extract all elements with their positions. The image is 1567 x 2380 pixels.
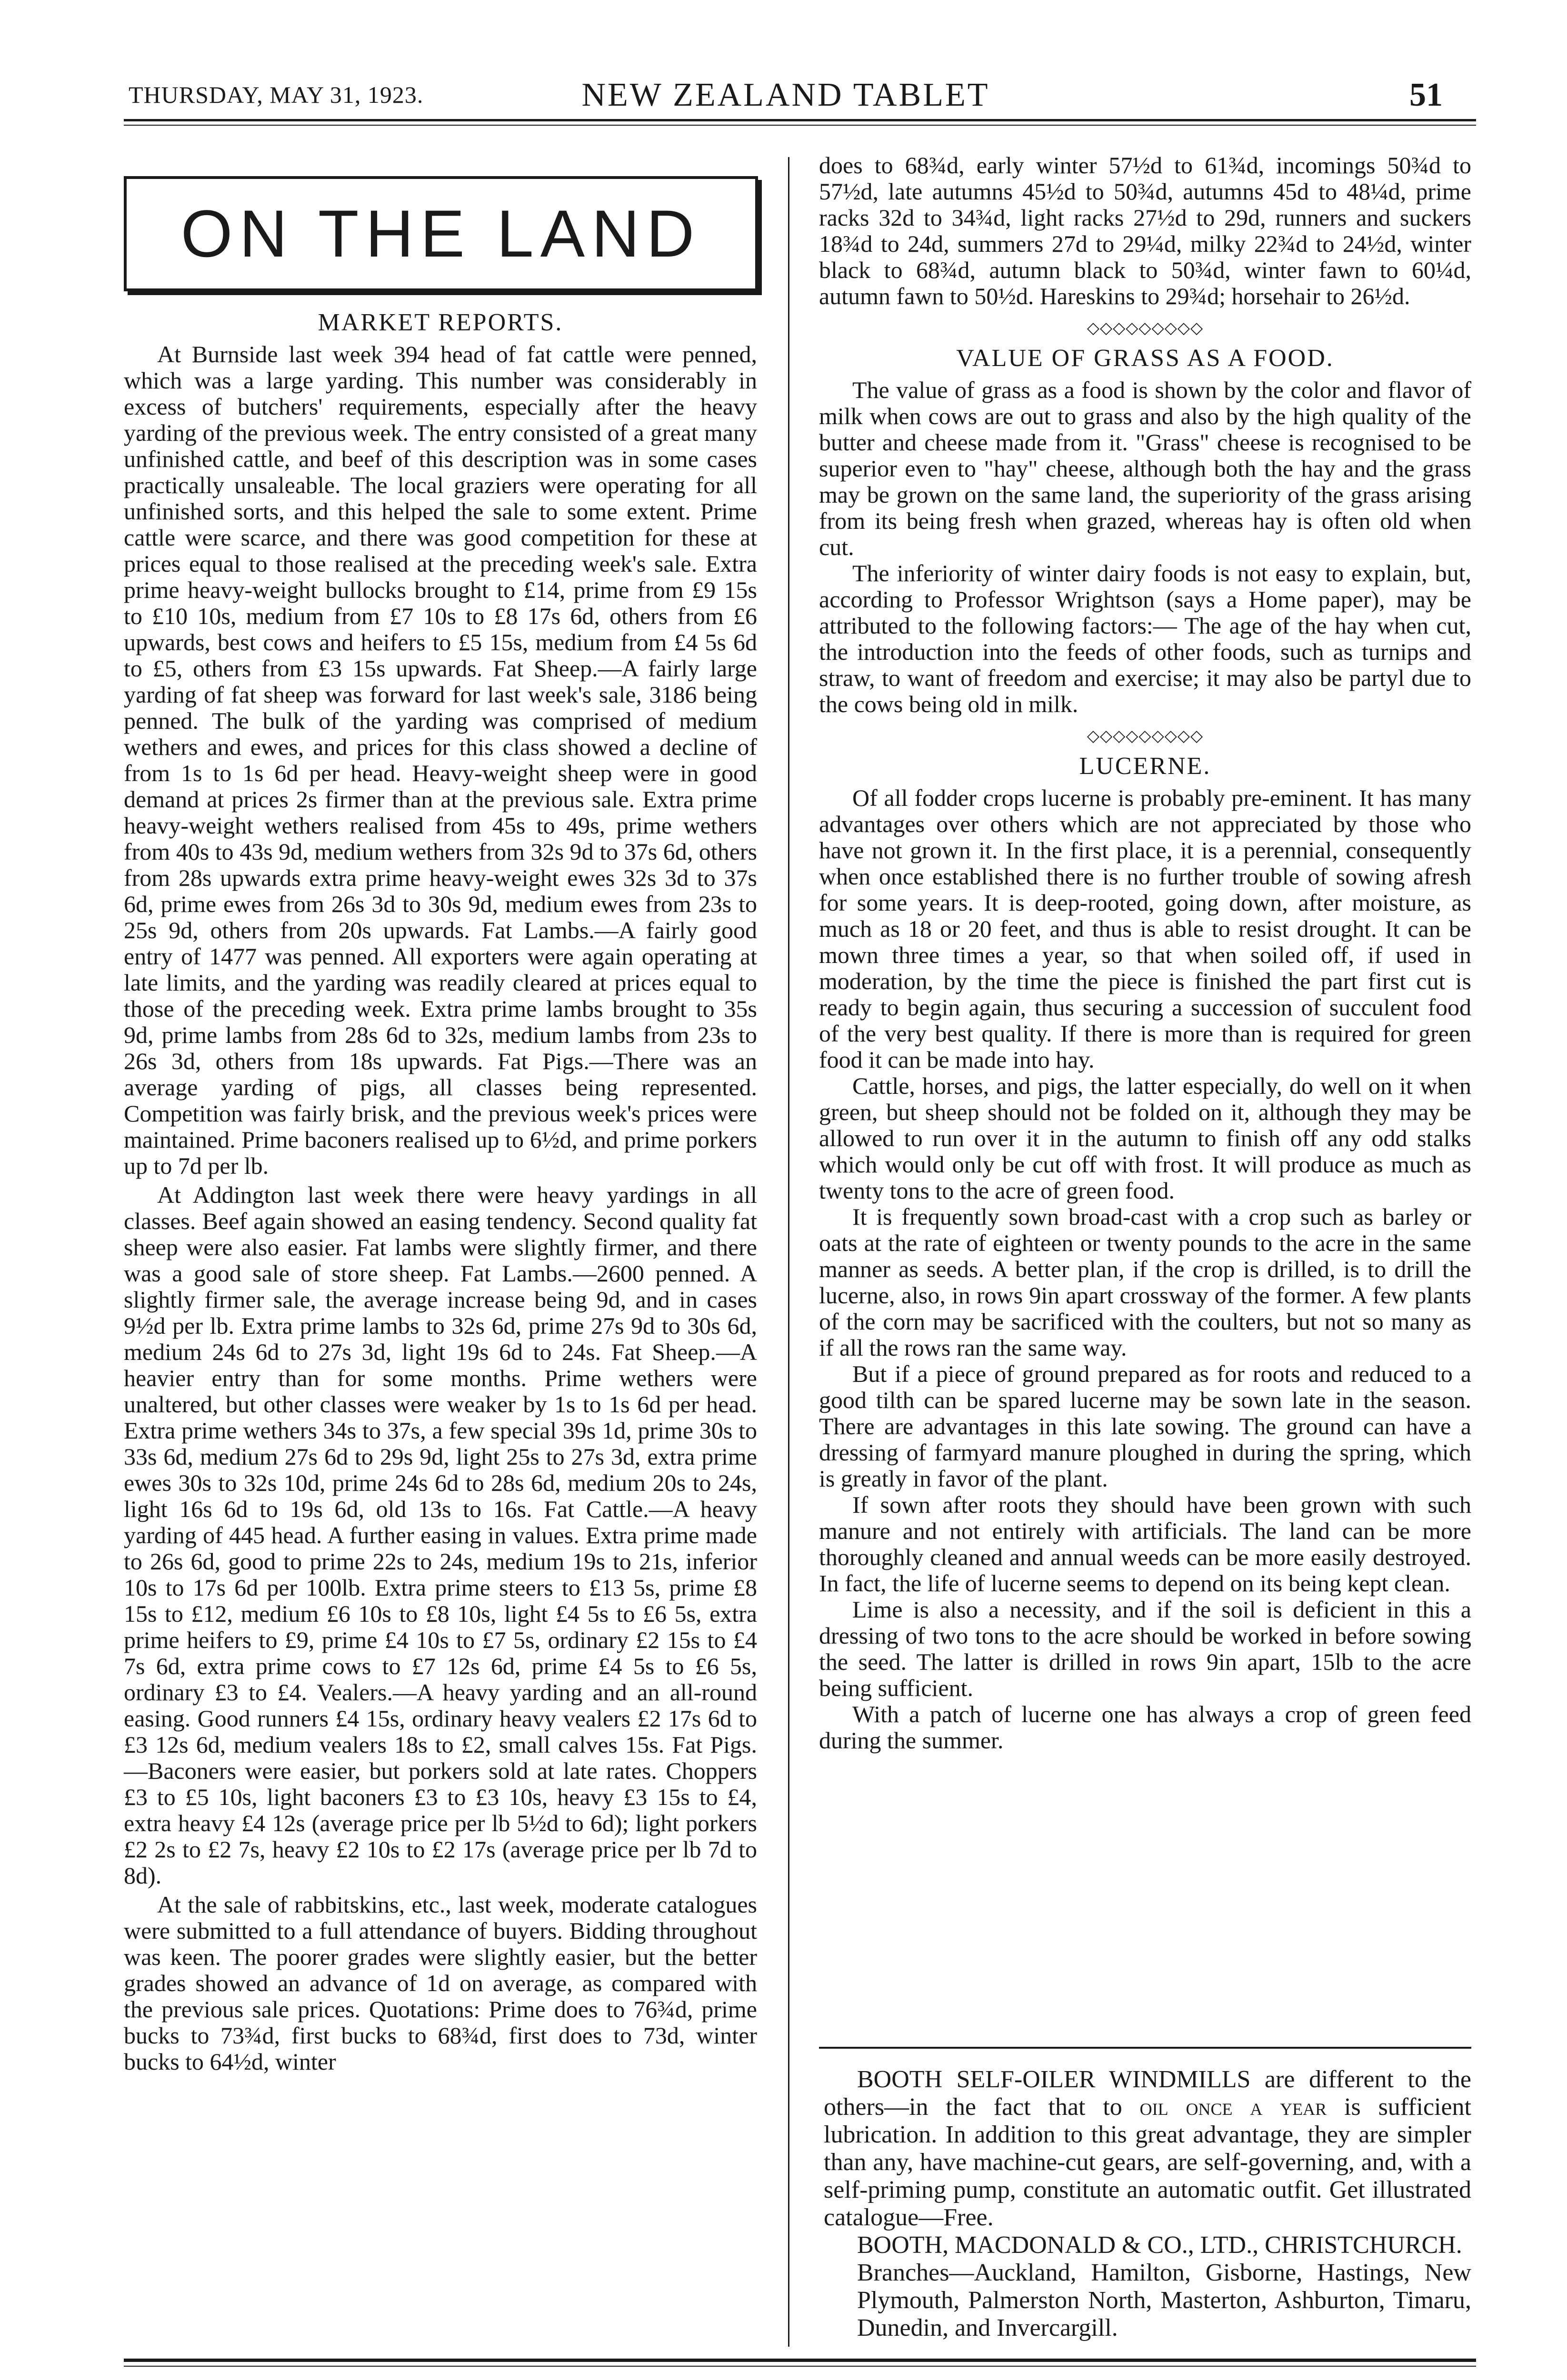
farmacy-advertisement	[124, 2375, 1476, 2380]
ad-rule	[819, 2047, 1471, 2049]
right-column	[819, 152, 1471, 1754]
section-title: ON THE LAND	[180, 196, 701, 271]
grass-paragraph: The value of grass as a food is shown by the color and flavor of milk when cows are out to grass and also by the high quality of the butter and cheese made from it. "Grass" cheese is recognised to be superior even to "hay" cheese, although both the hay and the grass may be grown on the same land, the superiority of the grass arising from its being fresh when grazed, whereas hay is often old when cut.	[819, 377, 1471, 560]
lucerne-paragraph: Lime is also a necessity, and if the soil is deficient in this a dressing of two tons to the acre should be worked in before sowing the seed. The latter is drilled in rows 9in apart, 15lb to the acre being sufficient.	[819, 1596, 1471, 1701]
burnside-paragraph: At Burnside last week 394 head of fat cattle were penned, which was a large yarding. This number was considerably in excess of butchers' requirements, especially after the heavy yarding of the previous week. The entry consisted of a great many unfinished cattle, and beef of this description was in some cases practically unsaleable. The local graziers were operating for all unfinished sorts, and this helped the sale to some extent. Prime cattle were scarce, and there was good competition for these at prices equal to those realised at the preceding week's sale. Extra prime heavy-weight bullocks brought to £14, prime from £9 15s to £10 10s, medium from £7 10s to £8 17s 6d, others from £6 upwards, best cows and heifers to £5 15s, medium from £4 5s 6d to £5, others from £3 15s upwards. Fat Sheep.—A fairly large yarding of fat sheep was forward for last week's sale, 3186 being penned. The bulk of the yarding was comprised of medium wethers and ewes, and prices for this class showed a decline of from 1s to 1s 6d per head. Heavy-weight sheep were in good demand at prices 2s firmer than at the previous sale. Extra prime heavy-weight wethers realised from 45s to 49s, prime wethers from 40s to 43s 9d, medium wethers from 32s 9d to 37s 6d, others from 28s upwards extra prime heavy-weight ewes 32s 3d to 37s 6d, prime ewes from 26s 3d to 30s 9d, medium ewes from 23s to 25s 9d, others from 20s upwards. Fat Lambs.—A fairly good entry of 1477 was penned. All exporters were again operating at late limits, and the yarding was readily cleared at prices equal to those of the preceding week. Extra prime lambs brought to 35s 9d, prime lambs from 28s 6d to 32s, medium lambs from 23s to 26s 3d, others from 18s upwards. Fat Pigs.—There was an average yarding of pigs, all classes being represented. Competition was fairly brisk, and the previous week's prices were maintained. Prime baconers realised up to 6½d, and prime porkers up to 7d per lb.	[124, 341, 757, 1179]
bottom-ad-rule-thin	[124, 2366, 1476, 2367]
bottom-ad-rule	[124, 2359, 1476, 2362]
left-column	[124, 309, 757, 2075]
section-title-box	[124, 176, 758, 291]
issue-date: THURSDAY, MAY 31, 1923.	[129, 81, 424, 108]
lucerne-paragraph: Cattle, horses, and pigs, the latter especially, do well on it when green, but sheep should not be folded on it, although they may be allowed to run over it in the autumn to finish off any odd stalks which would only be cut off with frost. It will produce as much as twenty tons to the acre of green food.	[819, 1072, 1471, 1204]
publication-title: NEW ZEALAND TABLET	[581, 77, 990, 113]
rabbitskins-continuation: does to 68¾d, early winter 57½d to 61¾d, incomings 50¾d to 57½d, late autumns 45½d to 50¾d, autumns 45d to 48¼d, prime racks 32d to 34¾d, light racks 27½d to 29d, runners and suckers 18¾d to 24d, summers 27d to 29¼d, milky 22¾d to 24½d, winter black to 68¾d, autumn black to 50¾d, winter fawn to 60¼d, autumn fawn to 50½d. Hareskins to 29¾d; horsehair to 26½d.	[819, 152, 1471, 309]
addington-paragraph: At Addington last week there were heavy yardings in all classes. Beef again showed an easing tendency. Second quality fat sheep were also easier. Fat lambs were slightly firmer, and there was a good sale of store sheep. Fat Lambs.—2600 penned. A slightly firmer sale, the average increase being 9d, and in cases 9½d per lb. Extra prime lambs to 32s 6d, prime 27s 9d to 30s 6d, medium 24s 6d to 27s 3d, light 19s 6d to 24s. Fat Sheep.—A heavier entry than for some months. Prime wethers were unaltered, but other classes were weaker by 1s to 1s 6d per head. Extra prime wethers 34s to 37s, a few special 39s 1d, prime 30s to 33s 6d, medium 27s 6d to 29s 9d, light 25s to 27s 3d, extra prime ewes 30s to 32s 10d, prime 24s 6d to 28s 6d, medium 20s to 24s, light 16s 6d to 19s 6d, old 13s to 16s. Fat Cattle.—A heavy yarding of 445 head. A further easing in values. Extra prime made to 26s 6d, good to prime 22s to 24s, medium 19s to 21s, inferior 10s to 17s 6d per 100lb. Extra prime steers to £13 5s, prime £8 15s to £12, medium £6 10s to £8 10s, light £4 5s to £6 5s, extra prime heifers to £9, prime £4 10s to £7 5s, ordinary £2 15s to £4 7s 6d, extra prime cows to £7 12s 6d, prime £4 5s to £6 5s, ordinary £3 to £4. Vealers.—A heavy yarding and an all-round easing. Good runners £4 15s, ordinary heavy vealers £2 17s 6d to £3 12s 6d, medium vealers 18s to £2, small calves 15s. Fat Pigs.—Baconers were easier, but porkers sold at late rates. Choppers £3 to £5 10s, light baconers £3 to £3 10s, heavy £3 15s to £4, extra heavy £4 12s (average price per lb 5½d to 6d); light porkers £2 2s to £2 7s, heavy £2 10s to £2 17s (average price per lb 7d to 8d).	[124, 1181, 757, 1889]
lucerne-paragraph: If sown after roots they should have been grown with such manure and not entirely with artificials. The land can be more thoroughly cleaned and annual weeds can be more easily destroyed. In fact, the life of lucerne seems to depend on its being kept clean.	[819, 1491, 1471, 1597]
ornament-divider: ◇◇◇◇◇◇◇◇◇	[1087, 727, 1204, 745]
market-reports-heading: MARKET REPORTS.	[318, 309, 563, 336]
windmill-ad-company: BOOTH, MACDONALD & CO., LTD., CHRISTCHURCH.	[857, 2231, 1462, 2259]
lucerne-paragraph: Of all fodder crops lucerne is probably pre-eminent. It has many advantages over others which are not appreciated by those who have not grown it. In the first place, it is a perennial, consequently when once established there is no further trouble of sowing afresh for some years. It is deep-rooted, going down, after moisture, as much as 18 or 20 feet, and thus is able to resist drought. It can be mown three times a year, so that when soiled off, if used in moderation, by the time the piece is finished the part first cut is ready to begin again, thus securing a succession of succulent food of the very best quality. If there is more than is required for green food it can be made into hay.	[819, 784, 1471, 1073]
lucerne-paragraph: It is frequently sown broad-cast with a crop such as barley or oats at the rate of eighteen or twenty pounds to the acre in the same manner as seeds. A better plan, if the crop is drilled, is to drill the lucerne, also, in rows 9in apart crossway of the former. A few plants of the corn may be sacrificed with the coulters, but not so many as if all the rows ran the same way.	[819, 1203, 1471, 1361]
header-rule-thin	[124, 125, 1476, 126]
windmill-ad-body: BOOTH SELF-OILER WINDMILLS are different to the others—in the fact that to oil once a year is sufficient lubrication. In addition to this great advantage, they are simpler than any, have machine-cut gears, are self-governing, and, with a self-priming pump, constitute an automatic outfit. Get illustrated catalogue—Free.	[824, 2066, 1471, 2231]
rabbitskins-paragraph: At the sale of rabbitskins, etc., last week, moderate catalogues were submitted to a full attendance of buyers. Bidding throughout was keen. The poorer grades were slightly easier, but the better grades showed an advance of 1d on average, as compared with the previous sale prices. Quotations: Prime does to 76¾d, prime bucks to 73¾d, first bucks to 68¾d, first does to 73d, winter bucks to 64½d, winter	[124, 1891, 757, 2075]
lucerne-paragraph: But if a piece of ground prepared as for roots and reduced to a good tilth can be spared lucerne may be sown late in the season. There are advantages in this late sowing. The ground can have a dressing of farmyard manure ploughed in during the spring, which is greatly in favor of the plant.	[819, 1360, 1471, 1492]
column-divider	[788, 157, 789, 2347]
page-number: 51	[1409, 77, 1443, 113]
header-rule	[124, 119, 1476, 121]
windmill-advertisement	[824, 2066, 1471, 2342]
grass-paragraph: The inferiority of winter dairy foods is not easy to explain, but, according to Professor Wrightson (says a Home paper), may be attributed to the following factors:— The age of the hay when cut, the introduction into the feeds of other foods, such as turnips and straw, to want of freedom and exercise; it may also be partyl due to the cows being old in milk.	[819, 560, 1471, 717]
lucerne-paragraph: With a patch of lucerne one has always a crop of green feed during the summer.	[819, 1701, 1471, 1754]
lucerne-heading: LUCERNE.	[1079, 753, 1211, 780]
oil-once-phrase: oil once a year	[1139, 2093, 1327, 2121]
page-header	[129, 76, 1443, 124]
windmill-ad-branches: Branches—Auckland, Hamilton, Gisborne, Hastings, New Plymouth, Palmerston North, Masterton, Ashburton, Timaru, Dunedin, and Invercargill.	[857, 2259, 1471, 2341]
ornament-divider: ◇◇◇◇◇◇◇◇◇	[1087, 319, 1204, 337]
grass-food-heading: VALUE OF GRASS AS A FOOD.	[956, 345, 1334, 372]
